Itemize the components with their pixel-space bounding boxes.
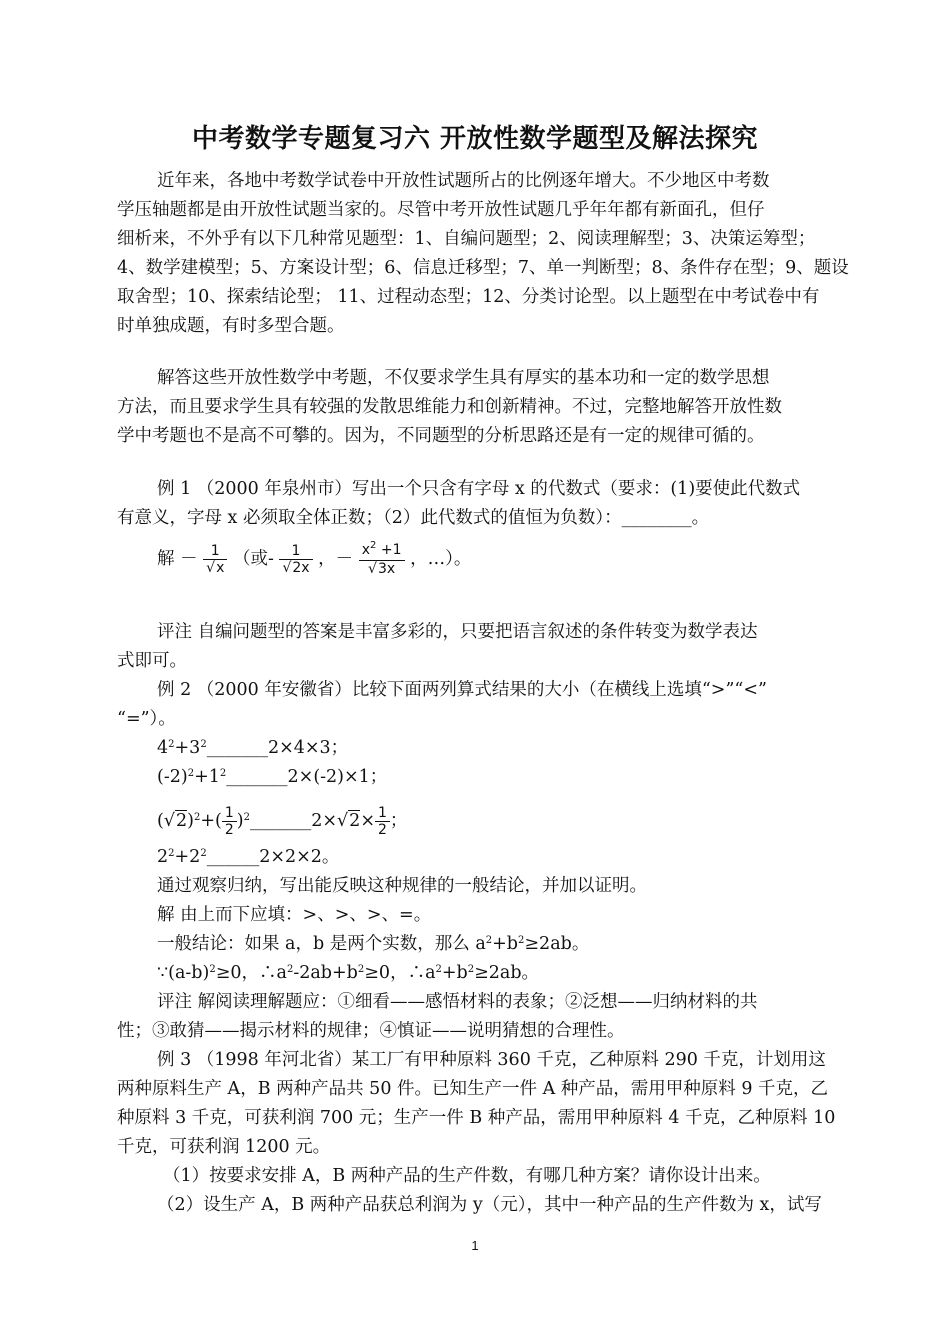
minus-sign: － xyxy=(180,549,198,569)
term: +1 xyxy=(194,767,220,787)
numerator: 1 xyxy=(377,805,387,821)
exponent: 2 xyxy=(467,964,475,975)
paragraph-line: 取舍型；10、探索结论型； 11、过程动态型；12、分类讨论型。以上题型在中考试卷中有 xyxy=(117,287,820,307)
numerator: 1 xyxy=(291,543,301,559)
comment-line: 评注 解阅读理解题应：①细看——感悟材料的表象；②泛想——归纳材料的共 xyxy=(157,992,758,1012)
exponent: 2 xyxy=(219,768,227,779)
numerator-rest: +1 xyxy=(376,542,402,558)
example-3-line: 种原料 3 千克，可获利润 700 元；生产一件 B 种产品，需用甲种原料 4 千克，乙种原料 10 xyxy=(117,1108,836,1128)
term: ； xyxy=(389,811,408,831)
proof-line xyxy=(157,962,539,987)
exponent: 2 xyxy=(370,540,377,551)
exponent: 2 xyxy=(200,739,207,750)
denominator: √x xyxy=(203,559,227,576)
exponent: 2 xyxy=(485,935,493,946)
paragraph-line: 学压轴题都是由开放性试题当家的。尽管中考开放性试题几乎年年都有新面孔，但仔 xyxy=(117,200,765,220)
term: -2ab+b xyxy=(293,963,358,983)
exponent: 2 xyxy=(243,812,250,823)
term: ≥2ab。 xyxy=(474,963,540,983)
example-3-line: 千克，可获利润 1200 元。 xyxy=(117,1137,331,1157)
example-3-line: 两种原料生产 A，B 两种产品共 50 件。已知生产一件 A 种产品，需用甲种原料 9 千克，乙 xyxy=(117,1079,829,1099)
numerator xyxy=(359,542,405,560)
term: ≥0，∴a xyxy=(215,963,287,983)
page-number: 1 xyxy=(471,1238,479,1253)
term: 2 xyxy=(157,847,169,867)
paragraph-line: 学中考题也不是高不可攀的。因为，不同题型的分析思路还是有一定的规律可循的。 xyxy=(117,426,765,446)
term: _______2×(-2)×1； xyxy=(226,767,388,787)
denominator: √3x xyxy=(359,560,405,577)
comment-line: 性；③敢猜——揭示材料的规律；④慎证——说明猜想的合理性。 xyxy=(117,1021,625,1041)
exponent: 2 xyxy=(518,935,525,946)
term: +( xyxy=(200,811,222,831)
equation-row xyxy=(157,737,348,762)
paragraph-line: 4、数学建模型；5、方案设计型；6、信息迁移型；7、单一判断型；8、条件存在型；9、题设 xyxy=(117,258,849,278)
fraction xyxy=(375,805,390,838)
exponent: 2 xyxy=(168,739,175,750)
conclusion-line xyxy=(157,933,589,958)
paragraph-line: 解 由上而下应填：>、>、>、=。 xyxy=(157,905,432,925)
term: × xyxy=(360,811,375,831)
exponent: 2 xyxy=(168,848,175,859)
equation-row: $(√2)^2+$( $\frac{1}{2}$ )$^2$_______2×√2× $\frac{1}{2}$ ； xyxy=(157,805,408,838)
example-2-line: “=”）。 xyxy=(117,709,176,729)
radicand: 2 xyxy=(175,811,188,831)
example-1-line: 有意义，字母 x 必须取全体正数；（2）此代数式的值恒为负数）：________。 xyxy=(117,508,710,528)
fraction xyxy=(279,543,312,576)
equation-row xyxy=(157,766,387,791)
term: ) xyxy=(187,811,194,831)
fraction xyxy=(359,542,405,577)
term: ) xyxy=(236,811,244,831)
denominator: 2 xyxy=(222,821,237,838)
numerator: 1 xyxy=(210,543,220,559)
question-line: （1）按要求安排 A，B 两种产品的生产件数，有哪几种方案？请你设计出来。 xyxy=(163,1166,771,1186)
alt-text: （或- xyxy=(232,549,274,569)
fraction xyxy=(203,543,227,576)
paragraph-line: 近年来，各地中考数学试卷中开放性试题所占的比例逐年增大。不少地区中考数 xyxy=(157,171,770,191)
separator: ，－ xyxy=(318,549,354,569)
term: 4 xyxy=(157,738,169,758)
exponent: 2 xyxy=(187,768,195,779)
paragraph-line: 通过观察归纳，写出能反映这种规律的一般结论，并加以证明。 xyxy=(157,876,647,896)
paragraph-line: 时单独成题，有时多型合题。 xyxy=(117,316,345,336)
exponent: 2 xyxy=(357,964,365,975)
exponent: 2 xyxy=(435,964,442,975)
term: 一般结论：如果 a，b 是两个实数，那么 a xyxy=(157,934,486,954)
radicand: 3x xyxy=(377,561,396,577)
denominator: √2x xyxy=(279,559,312,576)
comment-line: 式即可。 xyxy=(117,651,187,671)
paragraph-line: 细析来，不外乎有以下几种常见题型：1、自编问题型；2、阅读理解型；3、决策运筹型； xyxy=(117,229,816,249)
term: +3 xyxy=(174,738,201,758)
question-line: （2）设生产 A，B 两种产品获总利润为 y（元），其中一种产品的生产件数为 x，试写 xyxy=(157,1195,822,1215)
exponent: 2 xyxy=(286,964,294,975)
equation-row xyxy=(157,846,339,871)
denominator: 2 xyxy=(375,821,390,838)
exponent: 2 xyxy=(200,848,207,859)
term: (-2) xyxy=(157,767,188,787)
term: ∵(a-b) xyxy=(157,963,210,983)
solution-tail: ，…）。 xyxy=(410,549,472,569)
comment-line: 评注 自编问题型的答案是丰富多彩的，只要把语言叙述的条件转变为数学表达 xyxy=(157,622,758,642)
example-2-line: 例 2 （2000 年安徽省）比较下面两列算式结果的大小（在横线上选填“>”“<” xyxy=(157,680,767,700)
term: _______2× xyxy=(249,811,338,831)
radicand: 2 xyxy=(349,811,361,831)
var: x xyxy=(361,542,371,558)
term: +b xyxy=(492,934,519,954)
solution-label: 解 xyxy=(157,549,175,569)
example-3-line: 例 3 （1998 年河北省）某工厂有甲种原料 360 千克，乙种原料 290 千克，计划用这 xyxy=(157,1050,826,1070)
term: ( xyxy=(157,811,164,831)
example-1-solution xyxy=(157,536,471,582)
numerator: 1 xyxy=(224,805,234,821)
paragraph-line: 方法，而且要求学生具有较强的发散思维能力和创新精神。不过，完整地解答开放性数 xyxy=(117,397,782,417)
radicand: x xyxy=(216,560,225,576)
term: ≥2ab。 xyxy=(524,934,590,954)
exponent: 2 xyxy=(209,964,216,975)
exponent: 2 xyxy=(193,812,201,823)
page-title: 中考数学专题复习六 开放性数学题型及解法探究 xyxy=(191,124,759,154)
term: ≥0，∴a xyxy=(364,963,436,983)
paragraph-line: 解答这些开放性数学中考题，不仅要求学生具有厚实的基本功和一定的数学思想 xyxy=(157,368,770,388)
fraction xyxy=(222,805,237,838)
example-1-line: 例 1 （2000 年泉州市）写出一个只含有字母 x 的代数式（要求：(1)要使此代数式 xyxy=(157,479,801,499)
term: ______2×2×2。 xyxy=(206,847,340,867)
term: +2 xyxy=(174,847,201,867)
term: _______2×4×3； xyxy=(206,738,349,758)
radicand: 2x xyxy=(292,560,310,576)
term: +b xyxy=(441,963,468,983)
